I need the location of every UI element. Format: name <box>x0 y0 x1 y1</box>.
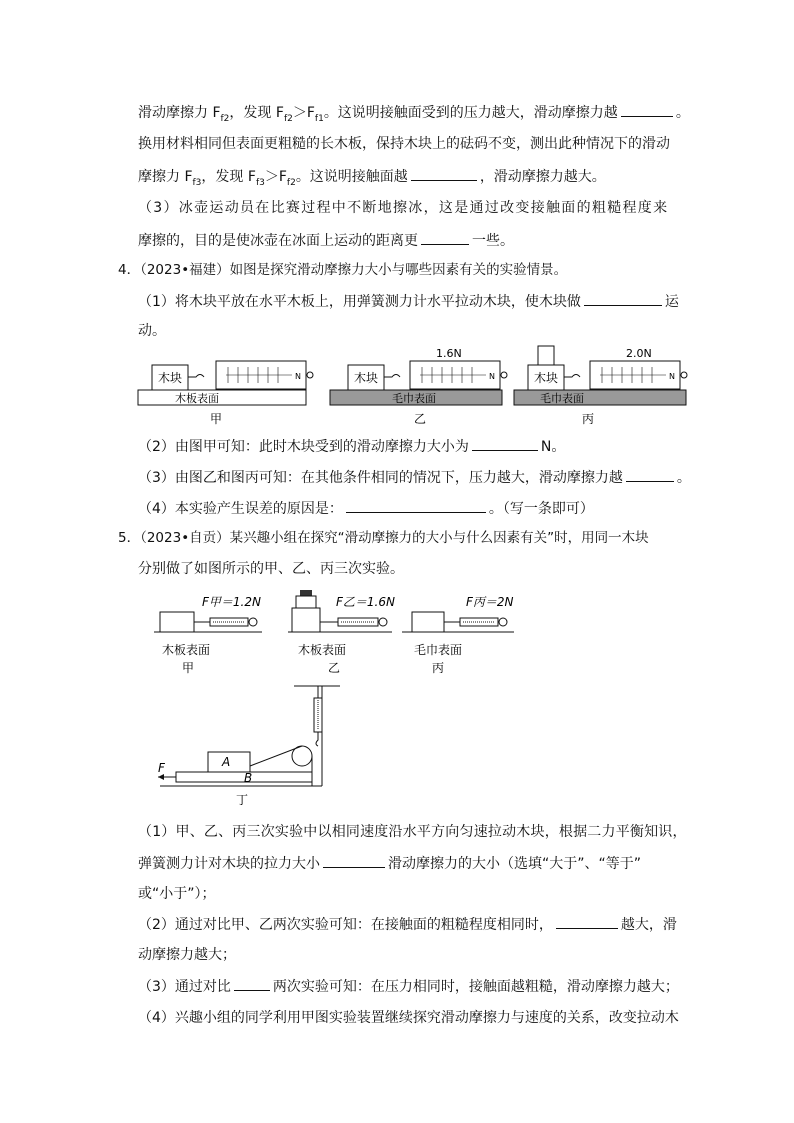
surface-label: 木板表面 <box>175 392 219 405</box>
scale-unit: N <box>489 372 495 381</box>
figure-label: 乙 <box>328 661 341 675</box>
surface-label: 毛巾表面 <box>392 392 436 405</box>
q5-part4: （4）兴趣小组的同学利用甲图实验装置继续探究滑动摩擦力与速度的关系，改变拉动木 <box>138 1010 679 1026</box>
setup-yi <box>288 590 395 675</box>
board-surface <box>138 390 306 405</box>
scale-ring <box>499 618 507 626</box>
scale-reading: 2.0N <box>626 347 652 360</box>
answer-blank[interactable] <box>556 914 618 929</box>
q4-part1-cont: 动。 <box>138 323 166 339</box>
answer-blank[interactable] <box>584 291 662 306</box>
q4-part4: （4）本实验产生误差的原因是： 。（写一条即可） <box>138 498 594 519</box>
q5-part3: （3）通过对比 两次实验可知：在压力相同时，接触面越粗糙，滑动摩擦力越大； <box>138 976 679 997</box>
q3-line-1: 滑动摩擦力 $F_{f2}$，发现 $F_{f2}>F_{f1}$。这说明接触面受到的压力越大，滑动摩擦力越 。 <box>138 102 690 129</box>
q3-line-4: （3）冰壶运动员在比赛过程中不断地擦冰，这是通过改变接触面的粗糙程度来 <box>138 200 669 216</box>
q5-part2-cont: 动摩擦力越大； <box>138 947 236 963</box>
hook <box>564 375 580 378</box>
answer-blank[interactable] <box>234 976 270 991</box>
block-label: 木块 <box>158 371 183 385</box>
q5-figure <box>150 586 530 810</box>
q5-part2: （2）通过对比甲、乙两次实验可知：在接触面的粗糙程度相同时， 越大，滑 <box>138 914 677 935</box>
force-label: F乙＝1.6N <box>336 595 395 609</box>
weight-knob <box>300 590 312 596</box>
surface-label: 木板表面 <box>162 643 211 657</box>
figure-label: 甲 <box>210 412 223 426</box>
figure-label: 丁 <box>236 793 249 807</box>
hook <box>384 375 400 378</box>
setup-jia <box>154 595 262 675</box>
answer-blank[interactable] <box>411 166 477 181</box>
q4-heading: 4．（2023•福建）如图是探究滑动摩擦力大小与哪些因素有关的实验情景。 <box>118 262 568 278</box>
q5-part1-3: 或“小于”）； <box>138 886 216 902</box>
force-f-label: F <box>158 761 165 775</box>
setup-bing <box>402 595 514 675</box>
setup-bing <box>514 346 687 426</box>
q4-part1: （1）将木块平放在水平木板上，用弹簧测力计水平拉动木块，使木块做 运 <box>138 291 679 312</box>
q5-part1-2: 弹簧测力计对木块的拉力大小 滑动摩擦力的大小（选填“大于”、“等于” <box>138 853 641 874</box>
scale-ring <box>249 618 257 626</box>
answer-blank[interactable] <box>421 230 469 245</box>
q5-heading-1: 5．（2023•自贡）某兴趣小组在探究“滑动摩擦力的大小与什么因素有关”时，用同一木块 <box>118 530 649 546</box>
figure-label: 乙 <box>414 412 427 426</box>
figure-label: 甲 <box>182 661 195 675</box>
scale-ring <box>307 372 313 378</box>
answer-blank[interactable] <box>621 102 673 117</box>
scale-unit: N <box>669 372 675 381</box>
block <box>292 608 320 632</box>
scale-unit: N <box>295 372 301 381</box>
q4-figure <box>130 343 690 429</box>
q5-part1-1: （1）甲、乙、丙三次实验中以相同速度沿水平方向匀速拉动木块，根据二力平衡知识， <box>138 824 687 840</box>
hook <box>188 375 204 378</box>
force-label: F甲＝1.2N <box>202 595 261 609</box>
surface-label: 毛巾表面 <box>540 392 584 405</box>
q3-line-5: 摩擦的，目的是使冰壶在冰面上运动的距离更 一些。 <box>138 230 514 251</box>
scale-ring <box>681 372 687 378</box>
surface-label: 毛巾表面 <box>414 643 463 657</box>
figure-label: 丙 <box>432 661 445 675</box>
scale-reading: 1.6N <box>436 347 462 360</box>
answer-blank[interactable] <box>626 467 674 482</box>
setup-yi <box>330 347 507 426</box>
block-label: 木块 <box>354 371 379 385</box>
q3-line-2: 换用材料相同但表面更粗糙的长木板，保持木块上的砝码不变，测出此种情况下的滑动 <box>138 136 670 152</box>
block <box>412 612 444 632</box>
q3-line-3: 摩擦力 $F_{f3}$，发现 $F_{f3}>F_{f2}$。这说明接触面越 ，滑动摩擦力越大。 <box>138 166 606 193</box>
block-label: 木块 <box>534 371 559 385</box>
answer-blank[interactable] <box>323 853 385 868</box>
answer-blank[interactable] <box>346 498 486 513</box>
setup-jia <box>138 361 313 426</box>
block <box>160 612 194 632</box>
scale-ring <box>379 618 387 626</box>
weight <box>538 346 554 365</box>
surface-label: 木板表面 <box>298 643 347 657</box>
figure-label: 丙 <box>582 412 595 426</box>
force-label: F丙＝2N <box>466 595 514 609</box>
weight <box>296 596 316 608</box>
board-b-label: B <box>244 771 253 785</box>
scale-ring <box>501 372 507 378</box>
q5-heading-2: 分别做了如图所示的甲、乙、丙三次实验。 <box>138 561 404 577</box>
q4-part3: （3）由图乙和图丙可知：在其他条件相同的情况下，压力越大，滑动摩擦力越 。 <box>138 467 691 488</box>
answer-blank[interactable] <box>472 436 538 451</box>
q4-part2: （2）由图甲可知：此时木块受到的滑动摩擦力大小为 N。 <box>138 436 565 457</box>
block-a-label: A <box>222 755 231 769</box>
setup-ding <box>158 686 340 807</box>
